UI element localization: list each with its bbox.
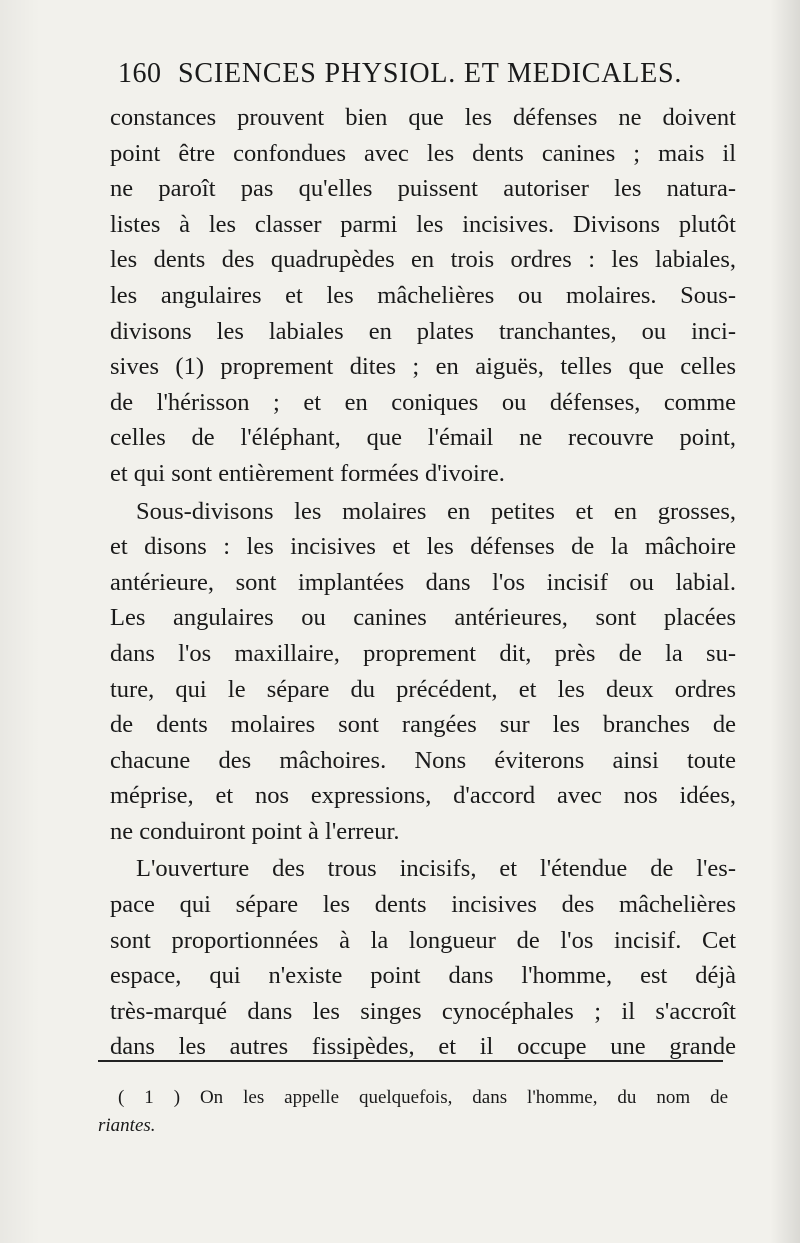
footnote: [98, 1084, 728, 1140]
text-line: divisons les labiales en plates tranchantes, ou inci-: [110, 317, 736, 345]
text-line: sives (1) proprement dites ; en aiguës, telles que celles: [110, 353, 736, 381]
text-line: les angulaires et les mâchelières ou molaires. Sous-: [110, 281, 736, 309]
text-line: point être confondues avec les dents canines ; mais il: [110, 139, 736, 167]
text-line: de l'hérisson ; et en coniques ou défenses, comme: [110, 388, 736, 416]
text-line: les dents des quadrupèdes en trois ordres : les labiales,: [110, 246, 736, 274]
text-line: chacune des mâchoires. Nons éviterons ainsi toute: [110, 746, 736, 774]
text-line: ne paroît pas qu'elles puissent autoriser les natura-: [110, 175, 736, 203]
text-line: listes à les classer parmi les incisives. Divisons plutôt: [110, 210, 736, 238]
text-line: sont proportionnées à la longueur de l'os incisif. Cet: [110, 926, 736, 954]
paragraph-3: [110, 851, 736, 1065]
page-number: 160: [118, 58, 162, 89]
text-line: celles de l'éléphant, que l'émail ne recouvre point,: [110, 424, 736, 452]
text-line: et disons : les incisives et les défenses de la mâchoire: [110, 533, 736, 561]
text-line: constances prouvent bien que les défenses ne doivent: [110, 104, 736, 131]
text-line: ture, qui le sépare du précédent, et les deux ordres: [110, 675, 736, 703]
paragraph-1: [110, 100, 736, 492]
footnote-line: ( 1 ) On les appelle quelquefois, dans l'homme, du nom de: [118, 1087, 728, 1108]
text-line: très-marqué dans les singes cynocéphales ; il s'accroît: [110, 997, 736, 1025]
text-line: Sous-divisons les molaires en petites et en grosses,: [136, 497, 736, 525]
body-text: [110, 100, 736, 1065]
text-line: ne conduiront point à l'erreur.: [110, 817, 400, 845]
footnote-rule: [98, 1060, 723, 1062]
text-line: de dents molaires sont rangées sur les branches de: [110, 711, 736, 739]
running-title: SCIENCES PHYSIOL. ET MEDICALES.: [178, 58, 683, 89]
text-line: espace, qui n'existe point dans l'homme, est déjà: [110, 962, 736, 990]
text-line: L'ouverture des trous incisifs, et l'étendue de l'es-: [136, 855, 736, 883]
paragraph-2: [110, 494, 736, 850]
text-line: méprise, et nos expressions, d'accord avec nos idées,: [110, 782, 736, 810]
text-line: Les angulaires ou canines antérieures, sont placées: [110, 604, 736, 632]
text-line: et qui sont entièrement formées d'ivoire.: [110, 459, 505, 487]
text-line: dans l'os maxillaire, proprement dit, près de la su-: [110, 639, 736, 667]
running-head: [118, 58, 718, 98]
footnote-line: riantes.: [98, 1115, 156, 1136]
text-line: pace qui sépare les dents incisives des mâchelières: [110, 891, 736, 919]
text-line: antérieure, sont implantées dans l'os incisif ou labial.: [110, 568, 736, 596]
text-line: dans les autres fissipèdes, et il occupe une grande: [110, 1033, 736, 1061]
